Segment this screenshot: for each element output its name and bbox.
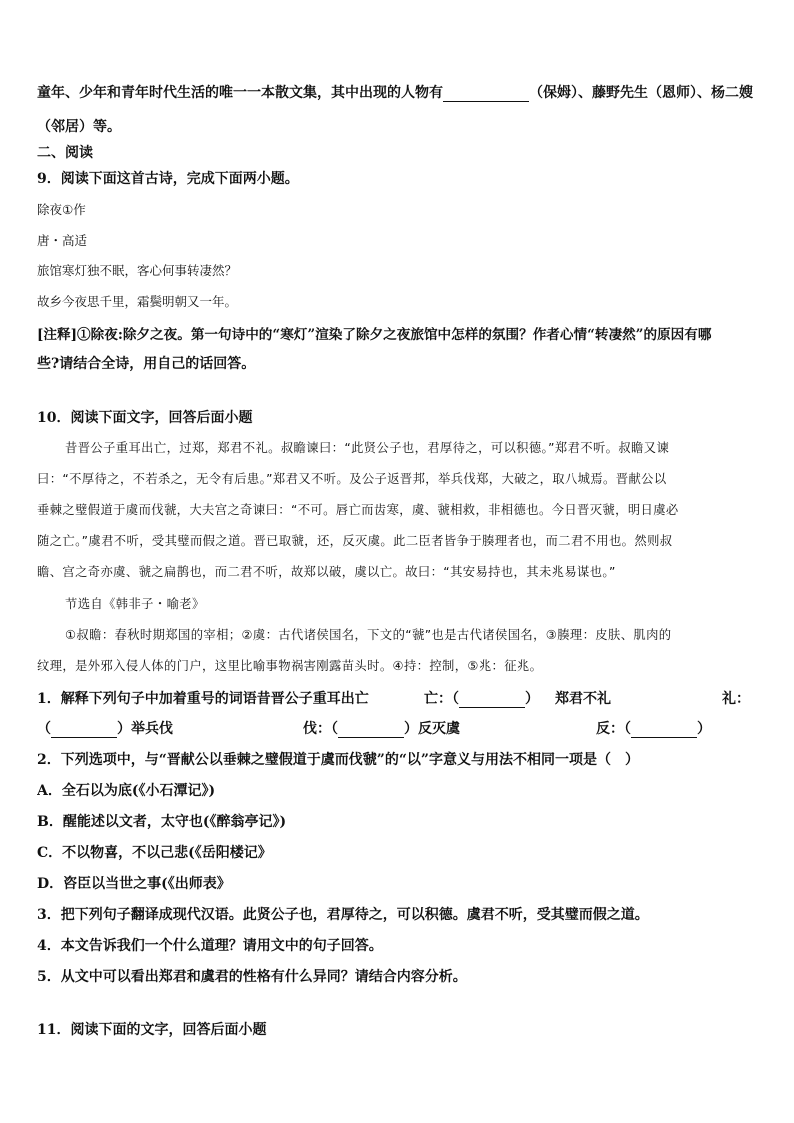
option-a[interactable]: A．全石以为底(《小石潭记》) [37, 783, 216, 799]
passage-line-2: 曰：“不厚待之，不若杀之，无令有后患。”郑君又不听。及公子返晋邦，举兵伐郑，大破之，取八城焉。晋献公以 [37, 472, 667, 486]
q10-prompt: 10．阅读下面文字，回答后面小题 [37, 410, 253, 426]
sub1-word-4: 反：（ ） [596, 721, 711, 737]
q8-text: 童年、少年和青年时代生活的唯一一本散文集，其中出现的人物有 [37, 85, 443, 101]
passage-line-1: 昔晋公子重耳出亡，过郑，郑君不礼。叔瞻谏曰：“此贤公子也，君厚待之，可以积德。”郑君不听。叔瞻又谏 [65, 441, 670, 455]
passage-note-2: 纹理，是外邪入侵人体的门户，这里比喻事物祸害刚露苗头时。④持：控制，⑤兆：征兆。 [37, 659, 543, 673]
sub1-word-2: 礼： [722, 691, 750, 707]
q9-prompt: 9．阅读下面这首古诗，完成下面两小题。 [37, 171, 299, 187]
poem-line-2: 故乡今夜思千里，霜鬓明朝又一年。 [37, 294, 238, 309]
answer-blank[interactable] [631, 721, 697, 738]
q8-line-2: （邻居）等。 [37, 119, 121, 135]
passage-line-4: 随之亡。”虞君不听，受其璧而假之道。晋已取虢，还，反灭虞。此二臣者皆争于腠理者也，而二君不用也。然则叔 [37, 534, 673, 548]
poem-author: 唐・高适 [37, 233, 88, 248]
q9-note-line-2: 些?请结合全诗，用自己的话回答。 [37, 356, 256, 372]
sub1-word-2-answer: （ ）举兵伐 [37, 721, 173, 737]
sub4-question: 4．本文告诉我们一个什么道理？请用文中的句子回答。 [37, 938, 383, 954]
passage-line-3: 垂棘之璧假道于虞而伐虢，大夫宫之奇谏曰：“不可。唇亡而齿寒，虞、虢相救，非相德也。今日晋灭虢，明日虞必 [37, 503, 679, 517]
q8-line-1 [37, 82, 762, 102]
sub1-word-3: 伐：（ ）反灭虞 [303, 721, 460, 737]
poem-title: 除夜①作 [37, 202, 86, 217]
sub2-question: 2．下列选项中，与“晋献公以垂棘之璧假道于虞而伐虢”的“以”字意义与用法不相同一项是（ ） [37, 752, 639, 768]
passage-source: 节选自《韩非子・喻老》 [65, 597, 205, 611]
answer-blank[interactable] [51, 721, 117, 738]
sub1-phrase-2: 郑君不礼 [555, 691, 611, 707]
sub3-question: 3．把下列句子翻译成现代汉语。此贤公子也，君厚待之，可以积德。虞君不听，受其璧而假之道。 [37, 907, 649, 923]
passage-note-1: ①叔瞻：春秋时期郑国的宰相；②虞：古代诸侯国名，下文的“虢”也是古代诸侯国名，③腠理：皮肤、肌肉的 [65, 628, 672, 642]
q11-prompt: 11．阅读下面的文字，回答后面小题 [37, 1022, 267, 1038]
option-d[interactable]: D．咨臣以当世之事(《出师表》 [37, 876, 231, 892]
answer-blank[interactable] [338, 721, 404, 738]
option-c[interactable]: C．不以物喜，不以己悲(《岳阳楼记》 [37, 845, 272, 861]
q9-note-line-1: [注释]①除夜:除夕之夜。第一句诗中的“寒灯”渲染了除夕之夜旅馆中怎样的氛围？作者心情“转凄然”的原因有哪 [37, 327, 712, 343]
answer-blank[interactable] [459, 691, 525, 708]
answer-blank[interactable] [443, 85, 529, 102]
sub1-lead: 1．解释下列句子中加着重号的词语昔晋公子重耳出亡 [37, 691, 369, 707]
sub5-question: 5．从文中可以看出郑君和虞君的性格有什么异同？请结合内容分析。 [37, 969, 467, 985]
q8-text-after: （保姆）、藤野先生（恩师）、杨二嫂 [529, 85, 753, 101]
section-heading: 二、阅读 [37, 145, 93, 161]
sub1-word-1: 亡：（ ） [424, 691, 539, 707]
option-b[interactable]: B．醒能述以文者，太守也(《醉翁亭记》) [37, 814, 287, 830]
poem-line-1: 旅馆寒灯独不眠，客心何事转凄然？ [37, 263, 238, 278]
passage-line-5: 瞻、宫之奇亦虞、虢之扁鹊也，而二君不听，故郑以破，虞以亡。故曰：“其安易持也，其未兆易谋也。” [37, 565, 616, 579]
